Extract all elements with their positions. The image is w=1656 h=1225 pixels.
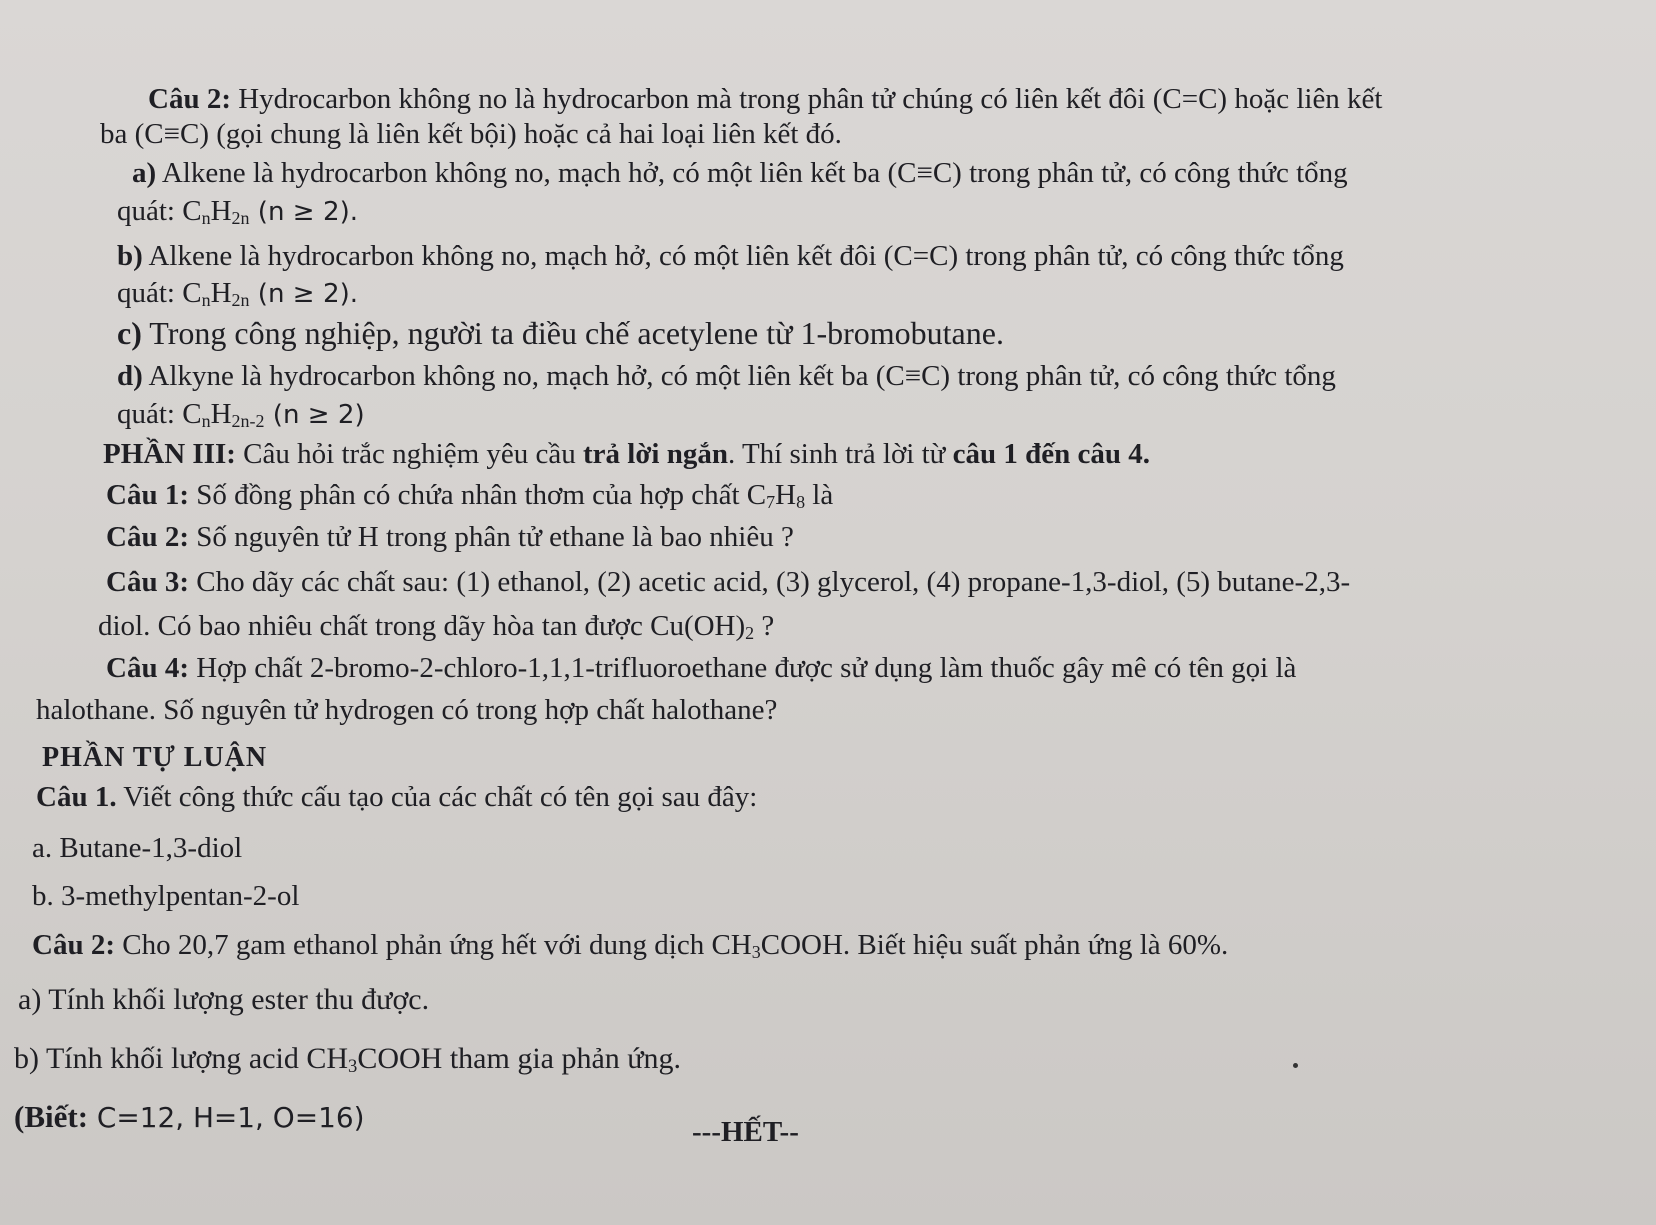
essay-title: PHẦN TỰ LUẬN <box>42 742 268 773</box>
essay-q2-a: a) Tính khối lượng ester thu được. <box>18 983 430 1016</box>
q2-label: Câu 2: <box>148 83 231 115</box>
part3-q4-line1: Câu 4: Hợp chất 2-bromo-2-chloro-1,1,1-trifluoroethane được sử dụng làm thuốc gây mê có tên gọi là <box>106 652 1297 684</box>
q2-intro-line1: Câu 2: Hydrocarbon không no là hydrocarbon mà trong phân tử chúng có liên kết đôi (C=C) hoặc liên kết <box>148 83 1383 115</box>
part3-q3-line2: diol. Có bao nhiêu chất trong dãy hòa tan được $Cu(OH)_2$ ? <box>98 610 775 643</box>
essay-q2: Câu 2: Cho 20,7 gam ethanol phản ứng hết với dung dịch $CH_3COOH$. Biết hiệu suất phản ứng là 60%. <box>32 929 1229 962</box>
ink-dot <box>1293 1063 1298 1068</box>
part3-q1: Câu 1: Số đồng phân có chứa nhân thơm của hợp chất $C_7H_8$ là <box>106 479 834 512</box>
part3-q2: Câu 2: Số nguyên tử H trong phân tử ethane là bao nhiêu ? <box>106 521 794 553</box>
q2-intro-line2: ba (C≡C) (gọi chung là liên kết bội) hoặc cả hai loại liên kết đó. <box>100 118 842 150</box>
end-marker: ---HẾT-- <box>692 1116 799 1148</box>
q2-option-b-formula: quát: $C_nH_{2n}$ (n ≥ 2). <box>117 277 359 310</box>
essay-q1-b: b. 3-methylpentan-2-ol <box>32 880 300 912</box>
essay-q1: Câu 1. Viết công thức cấu tạo của các chất có tên gọi sau đây: <box>36 781 758 813</box>
part3-q4-line2: halothane. Số nguyên tử hydrogen có trong hợp chất halothane? <box>36 694 778 726</box>
q2-option-d-line1: d) Alkyne là hydrocarbon không no, mạch hở, có một liên kết ba (C≡C) trong phân tử, có công thức tổng <box>117 360 1336 392</box>
part3-q3-line1: Câu 3: Cho dãy các chất sau: (1) ethanol, (2) acetic acid, (3) glycerol, (4) propane-1,3-diol, (5) butane-2,3- <box>106 566 1351 598</box>
q2-option-a-line1: a) Alkene là hydrocarbon không no, mạch hở, có một liên kết ba (C≡C) trong phân tử, có công thức tổng <box>132 157 1348 189</box>
q2-option-c: c) Trong công nghiệp, người ta điều chế acetylene từ 1-bromobutane. <box>117 315 1004 351</box>
essay-q2-b: b) Tính khối lượng acid $CH_3COOH$ tham gia phản ứng. <box>14 1042 682 1078</box>
known-values: (Biết: C=12, H=1, O=16) <box>14 1099 365 1134</box>
q2-option-a-formula: quát: $C_nH_{2n}$ (n ≥ 2). <box>117 195 359 228</box>
q2-option-d-formula: quát: $C_nH_{2n-2}$ (n ≥ 2) <box>117 398 365 431</box>
q2-option-b-line1: b) Alkene là hydrocarbon không no, mạch hở, có một liên kết đôi (C=C) trong phân tử, có công thức tổng <box>117 240 1344 272</box>
part3-heading: PHẦN III: Câu hỏi trắc nghiệm yêu cầu trả lời ngắn. Thí sinh trả lời từ câu 1 đến câu 4. <box>103 438 1151 470</box>
essay-q1-a: a. Butane-1,3-diol <box>32 832 243 864</box>
